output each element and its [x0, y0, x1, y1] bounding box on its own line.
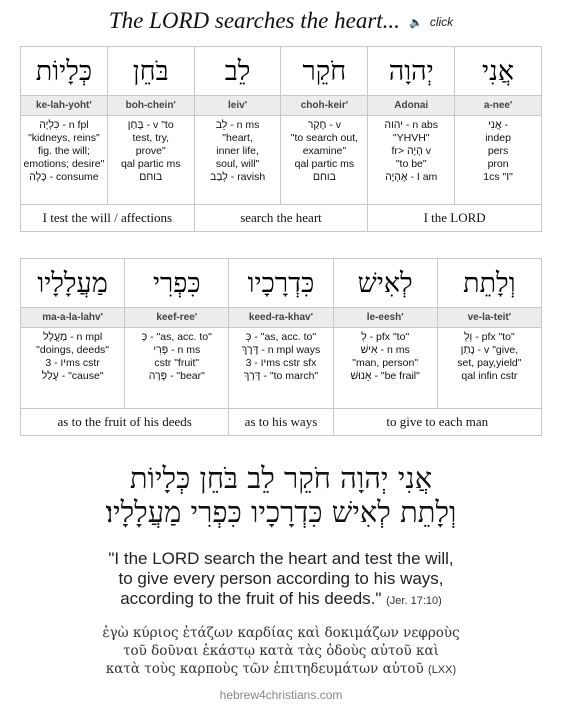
definition-line: בוחם	[312, 171, 336, 183]
definition-line: וְלְ - pfx "to"	[463, 331, 515, 343]
definition-line: אֶהְיֶה - I am	[385, 171, 438, 183]
hebrew-word: יְהוָה	[368, 47, 455, 96]
english-gloss: I the LORD	[368, 205, 542, 232]
hebrew-word: כְּלָיוֹת	[21, 47, 108, 96]
english-verse-line-1: "I the LORD search the heart and test the will,	[108, 549, 454, 568]
hebrew-word: חֹקֵר	[281, 47, 368, 96]
greek-verse-line-2: τοῦ δοῦναι ἑκάστῳ κατὰ τὰς ὁδοὺς αὐτοῦ καὶ	[123, 643, 439, 659]
definition-line: set, pay,yield"	[457, 357, 522, 369]
definition-line: לְ - pfx "to"	[361, 331, 410, 343]
hebrew-word: וְלָתֵת	[437, 259, 541, 308]
word-definition	[333, 328, 437, 409]
word-definition	[107, 116, 194, 205]
definition-line: "doings, deeds"	[36, 344, 110, 356]
definition-line: cstr "fruit"	[154, 357, 200, 369]
definition-line: דֶּרֶךְ - n mpl ways	[241, 344, 321, 356]
transliteration: le-eesh'	[333, 308, 437, 328]
transliteration: ke-lah-yoht'	[21, 96, 108, 116]
definition-line: יו - 3ms cstr sfx	[245, 357, 317, 369]
definition-line: כְּ - "as, acc. to"	[141, 331, 212, 343]
word-definition	[281, 116, 368, 205]
definition-line: "kidneys, reins"	[28, 132, 100, 144]
definition-line: אִישׁ - n ms	[360, 344, 410, 356]
english-gloss: search the heart	[194, 205, 368, 232]
definition-line: qal partic ms	[294, 158, 355, 170]
hebrew-verse-line-2: וְלָתֵת לְאִישׁ כִּדְרָכָיו כִּפְרִי מַעֲלָלָיו׃	[105, 495, 457, 529]
transliteration: ve-la-teit'	[437, 308, 541, 328]
audio-click-link[interactable]: click	[429, 15, 454, 29]
title-bar	[0, 8, 562, 34]
transliteration: choh-keir'	[281, 96, 368, 116]
greek-verse-line-1: ἐγὼ κύριος ἐτάζων καρδίας καὶ δοκιμάζων νεφροὺς	[102, 625, 460, 641]
word-table-2	[20, 258, 542, 436]
site-footer[interactable]: hebrew4christians.com	[219, 688, 343, 702]
definition-line: כָּלָה - consume	[29, 171, 99, 183]
word-definition	[21, 328, 125, 409]
speaker-icon[interactable]: 🔈	[409, 16, 423, 29]
definition-line: יהוה - n abs	[384, 119, 439, 131]
definition-line: pers	[487, 145, 509, 157]
transliteration: Adonai	[368, 96, 455, 116]
definition-line: כִּלְיָה - n fpl	[39, 119, 89, 131]
hebrew-word: כִּפְרִי	[125, 259, 229, 308]
definition-line: qal infin cstr	[461, 370, 518, 382]
definition-line: 1cs "I"	[483, 171, 513, 183]
definition-line: לָבַב - ravish	[209, 171, 266, 183]
english-gloss: to give to each man	[333, 409, 541, 436]
definition-line: qal partic ms	[120, 158, 181, 170]
word-definition	[437, 328, 541, 409]
definition-line: אָנוּשׁ - "be frail"	[350, 370, 420, 382]
hebrew-word: בֹּחֵן	[107, 47, 194, 96]
english-gloss: as to his ways	[229, 409, 333, 436]
definition-line: פָּרָה - "bear"	[148, 370, 205, 382]
hebrew-verse-line-1: אֲנִי יְהוָה חֹקֵר לֵב בֹּחֵן כְּלָיוֹת	[129, 461, 433, 495]
english-verse	[20, 549, 542, 611]
transliteration: a-nee'	[455, 96, 542, 116]
definition-line: fig. the will;	[37, 145, 90, 157]
page-title: The LORD searches the heart...	[108, 8, 400, 33]
definition-line: soul, will"	[215, 158, 260, 170]
definition-line: דָּרַךְ - "to march"	[243, 370, 319, 382]
hebrew-word: מַעֲלָלָיו	[21, 259, 125, 308]
transliteration: leiv'	[194, 96, 281, 116]
verse-reference: (Jer. 17:10)	[386, 595, 442, 607]
definition-line: test, try,	[132, 132, 170, 144]
definition-line: נָתַן - v "give,	[460, 344, 519, 356]
word-definition	[194, 116, 281, 205]
definition-line: examine"	[302, 145, 347, 157]
definition-line: "man, person"	[352, 357, 419, 369]
hebrew-word: לֵב	[194, 47, 281, 96]
word-definition	[21, 116, 108, 205]
hebrew-word: לְאִישׁ	[333, 259, 437, 308]
english-gloss: I test the will / affections	[21, 205, 195, 232]
word-definition	[229, 328, 333, 409]
greek-verse-line-3: κατὰ τοὺς καρποὺς τῶν ἐπιτηδευμάτων αὐτοῦ	[105, 661, 424, 677]
definition-line: יו - 3ms cstr	[45, 357, 100, 369]
definition-line: indep	[485, 132, 511, 144]
hebrew-word: כִּדְרָכָיו	[229, 259, 333, 308]
word-definition	[368, 116, 455, 205]
english-verse-line-3: according to the fruit of his deeds."	[120, 589, 382, 608]
definition-line: emotions; desire"	[23, 158, 105, 170]
definition-line: fr> הָיָה v	[391, 145, 431, 157]
definition-line: פְּרִי - n ms	[153, 344, 201, 356]
english-verse-line-2: to give every person according to his ways,	[118, 569, 444, 588]
definition-line: "heart,	[222, 132, 253, 144]
word-definition	[455, 116, 542, 205]
definition-line: "to search out,	[290, 132, 359, 144]
transliteration: keed-ra-khav'	[229, 308, 333, 328]
definition-line: בוחם	[139, 171, 163, 183]
hebrew-verse	[0, 461, 562, 529]
transliteration: ma-a-la-lahv'	[21, 308, 125, 328]
greek-verse	[20, 624, 542, 679]
definition-line: pron	[487, 158, 509, 170]
definition-line: חָקַר - v	[307, 119, 342, 131]
word-table-1	[20, 46, 542, 232]
definition-line: לֵב - n ms	[215, 119, 260, 131]
definition-line: "to be"	[395, 158, 427, 170]
definition-line: עָלַל - "cause"	[41, 370, 104, 382]
definition-line: אֲנִי -	[488, 119, 508, 131]
definition-line: מַעֲלָל - n mpl	[42, 331, 103, 343]
english-gloss: as to the fruit of his deeds	[21, 409, 229, 436]
definition-line: inner life,	[216, 145, 259, 157]
definition-line: בָּחַן - v "to	[127, 119, 174, 131]
word-definition	[125, 328, 229, 409]
lxx-label: (LXX)	[428, 664, 457, 676]
definition-line: כְּ - "as, acc. to"	[245, 331, 317, 343]
definition-line: "YHVH"	[392, 132, 430, 144]
transliteration: boh-chein'	[107, 96, 194, 116]
hebrew-word: אֲנִי	[455, 47, 542, 96]
definition-line: prove"	[135, 145, 166, 157]
transliteration: keef-ree'	[125, 308, 229, 328]
